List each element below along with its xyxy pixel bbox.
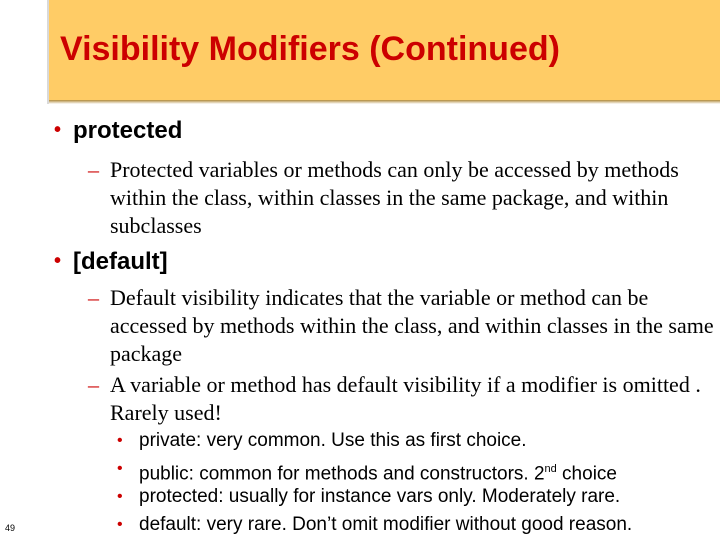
subitem [88, 284, 716, 368]
subsubitem-text: default: very rare. Don’t omit modifier without good reason. [139, 514, 633, 535]
bullet-dot-icon: • [117, 488, 123, 505]
subsubitem-text-end: choice [556, 463, 617, 485]
superscript: nd [544, 463, 557, 475]
subsubitem [117, 511, 633, 539]
bullet-dot-icon: • [117, 460, 123, 477]
bullet-default [54, 248, 168, 276]
slide-number: 49 [5, 523, 16, 533]
bullet-protected [54, 117, 182, 145]
bullet-label: protected [73, 117, 183, 144]
subitem [88, 156, 705, 240]
subsubitem-text: protected: usually for instance vars only. Moderately rare. [139, 486, 621, 507]
subitem-text: A variable or method has default visibility if a modifier is omitted . Rarely used! [110, 372, 701, 425]
subsubitem-text: public: common for methods and constructors. 2 [139, 463, 545, 485]
bullet-label: [default] [73, 248, 168, 275]
subsubitem [117, 483, 621, 511]
bullet-dot-icon: • [117, 432, 123, 449]
subitem [88, 371, 716, 427]
dash-icon: – [88, 372, 99, 397]
dash-icon: – [88, 157, 99, 182]
bullet-dot-icon: • [54, 250, 62, 272]
bullet-dot-icon: • [117, 516, 123, 533]
bullet-dot-icon: • [54, 119, 62, 141]
dash-icon: – [88, 285, 99, 310]
subsubitem [117, 427, 527, 455]
subitem-text: Protected variables or methods can only be accessed by methods within the class, within classes in the same package, and within subclasses [110, 157, 679, 238]
subsubitem-text: private: very common. Use this as first choice. [139, 430, 527, 451]
subitem-text: Default visibility indicates that the variable or method can be accessed by methods within the class, and within classes in the same package [110, 285, 714, 366]
slide-title: Visibility Modifiers (Continued) [60, 30, 560, 68]
